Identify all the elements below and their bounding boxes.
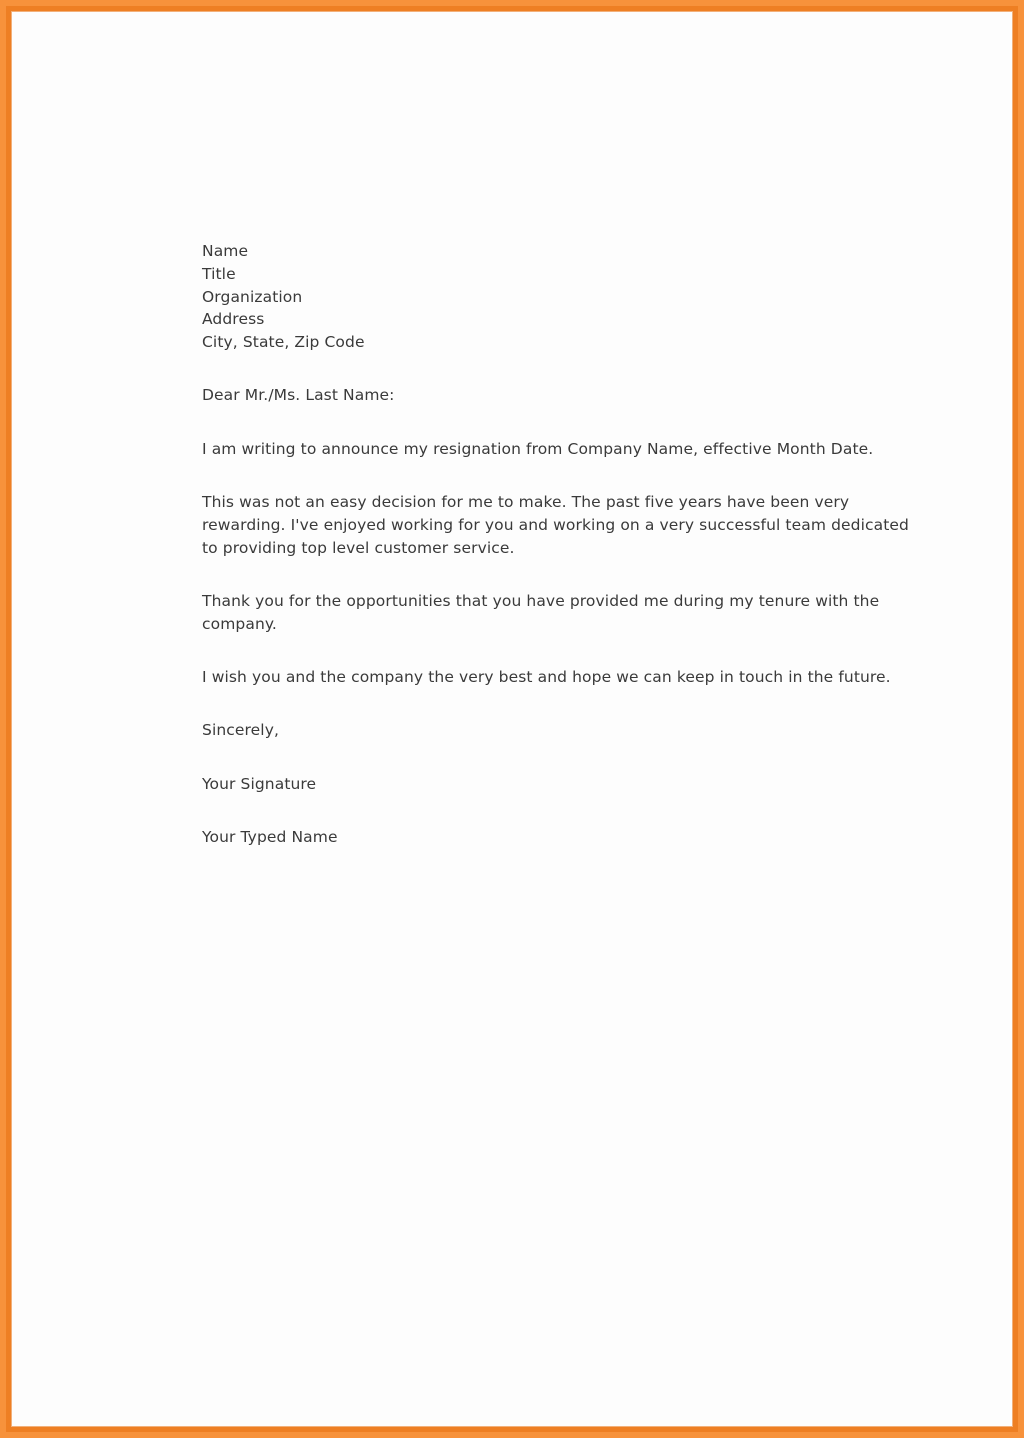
letter-page bbox=[12, 12, 1012, 1426]
recipient-address-block bbox=[202, 240, 922, 354]
body-paragraph-1: I am writing to announce my resignation from Company Name, effective Month Date. bbox=[202, 439, 874, 458]
recipient-city-state-zip: City, State, Zip Code bbox=[202, 333, 365, 352]
body-paragraph-3: Thank you for the opportunities that you have provided me during my tenure with the company. bbox=[202, 591, 880, 633]
recipient-name: Name bbox=[202, 242, 249, 260]
resignation-letter bbox=[202, 240, 922, 849]
signature-placeholder: Your Signature bbox=[202, 774, 317, 793]
recipient-address: Address bbox=[202, 310, 265, 329]
body-paragraph-2: This was not an easy decision for me to make. The past five years have been very rewarding. I've enjoyed working for you and working on a very successful team dedicated to providing top level customer service. bbox=[202, 493, 909, 557]
body-paragraph-4: I wish you and the company the very best and hope we can keep in touch in the future. bbox=[202, 668, 891, 687]
typed-name: Your Typed Name bbox=[202, 827, 338, 846]
salutation: Dear Mr./Ms. Last Name: bbox=[202, 386, 395, 405]
recipient-title: Title bbox=[202, 264, 236, 283]
recipient-organization: Organization bbox=[202, 287, 303, 306]
closing: Sincerely, bbox=[202, 721, 280, 740]
